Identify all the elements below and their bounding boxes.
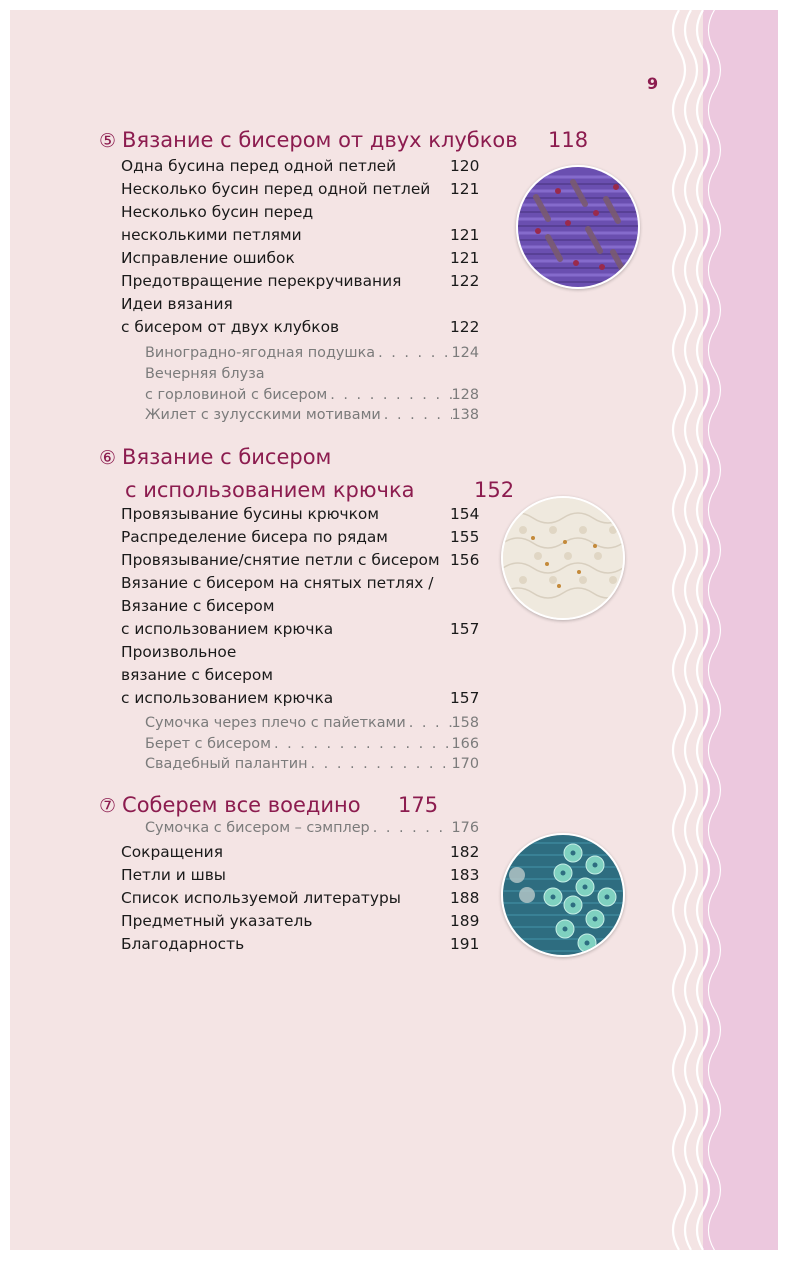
section-6-page: 152 [474,478,515,502]
toc-entry[interactable]: Вязание с бисером [121,597,275,615]
toc-entry[interactable]: Вязание с бисером на снятых петлях / [121,574,434,592]
toc-entry-page: 157 [450,689,480,707]
purple-beaded-knit-photo [516,165,640,289]
project-title: Сумочка с бисером – сэмплер [145,820,370,836]
toc-entry-page: 156 [450,551,480,569]
toc-entry[interactable]: Петли и швы [121,866,226,884]
toc-entry[interactable]: Произвольное [121,643,237,661]
project-page: 138 [451,407,479,423]
section-6-marker: ⑥ [99,447,117,469]
section-7-page: 175 [398,793,439,817]
toc-entry-page: 191 [450,935,480,953]
section-5-heading[interactable] [99,128,518,153]
toc-entry-page: 154 [450,505,480,523]
toc-entry[interactable]: Список используемой литературы [121,889,401,907]
project-title: Виноградно-ягодная подушка [145,345,376,361]
project-page: 170 [451,756,479,772]
toc-entry[interactable]: с использованием крючка [121,620,334,638]
section-6-title-line1: Вязание с бисером [122,445,332,469]
teal-sequin-knit-photo [501,833,625,957]
toc-entry[interactable]: Предотвращение перекручивания [121,272,402,290]
section-7-marker: ⑦ [99,795,117,817]
toc-entry-page: 183 [450,866,480,884]
project-page: 128 [451,387,479,403]
dot-leader [327,386,451,405]
toc-entry[interactable]: вязание с бисером [121,666,273,684]
toc-entry-page: 188 [450,889,480,907]
toc-entry[interactable]: Одна бусина перед одной петлей [121,157,397,175]
toc-entry[interactable]: с бисером от двух клубков [121,318,340,336]
dot-leader [271,735,452,754]
project-entry[interactable] [145,406,479,425]
toc-entry-page: 120 [450,157,480,175]
toc-entry[interactable]: несколькими петлями [121,226,302,244]
toc-entry-page: 121 [450,249,480,267]
project-page: 124 [451,345,479,361]
toc-entry-page: 155 [450,528,480,546]
toc-entry[interactable]: Благодарность [121,935,245,953]
toc-entry[interactable]: Сокращения [121,843,223,861]
section-7-title: Соберем все воедино [122,793,361,817]
project-entry[interactable] [145,735,479,754]
toc-entry-page: 157 [450,620,480,638]
toc-entry[interactable]: с использованием крючка [121,689,334,707]
section-5-marker: ⑤ [99,130,117,152]
toc-entry-page: 121 [450,226,480,244]
project-title: Свадебный палантин [145,756,308,772]
dot-leader [308,755,452,774]
dot-leader [370,819,452,838]
section-5-title: Вязание с бисером от двух клубков [122,128,518,152]
project-entry[interactable] [145,755,479,774]
project-page: 176 [451,820,479,836]
toc-entry-page: 122 [450,272,480,290]
toc-entry[interactable]: Распределение бисера по рядам [121,528,388,546]
dot-leader [381,406,452,425]
project-entry[interactable]: Вечерняя блуза [145,366,265,382]
dot-leader [406,714,452,733]
project-title: Жилет с зулусскими мотивами [145,407,381,423]
toc-entry[interactable]: Идеи вязания [121,295,233,313]
toc-entry-page: 189 [450,912,480,930]
toc-entry-page: 182 [450,843,480,861]
project-title: Сумочка через плечо с пайетками [145,715,406,731]
toc-entry[interactable]: Исправление ошибок [121,249,295,267]
project-entry[interactable] [145,344,479,363]
toc-entry-page: 121 [450,180,480,198]
dot-leader [375,344,451,363]
wavy-side-band [665,10,778,1250]
white-lace-knit-photo [501,496,625,620]
project-title: Берет с бисером [145,736,271,752]
page-number: 9 [647,74,659,93]
section-5-page: 118 [548,128,589,152]
section-6-heading[interactable] [99,445,331,470]
toc-entry-page: 122 [450,318,480,336]
project-page: 158 [451,715,479,731]
book-page [10,10,778,1250]
project-page: 166 [451,736,479,752]
project-entry[interactable] [145,714,479,733]
toc-entry[interactable]: Провязывание бусины крючком [121,505,379,523]
toc-entry[interactable]: Несколько бусин перед [121,203,314,221]
toc-entry[interactable]: Провязывание/снятие петли с бисером [121,551,440,569]
section-6-title-line2[interactable]: с использованием крючка [125,478,415,502]
toc-entry[interactable]: Предметный указатель [121,912,313,930]
section-7-heading[interactable] [99,793,361,818]
project-entry[interactable] [145,819,479,838]
project-title: с горловиной с бисером [145,387,328,403]
toc-entry[interactable]: Несколько бусин перед одной петлей [121,180,431,198]
project-entry[interactable] [145,386,479,405]
